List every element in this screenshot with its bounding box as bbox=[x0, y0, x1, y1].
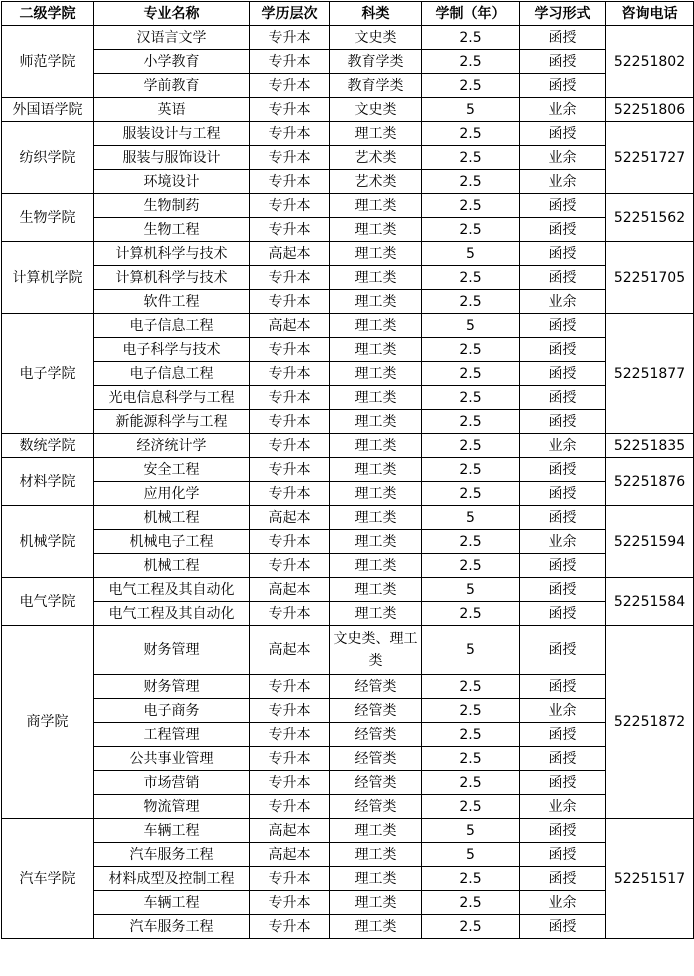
header-study-mode: 学习形式 bbox=[520, 2, 606, 26]
level-cell: 专升本 bbox=[250, 362, 330, 386]
study-mode-cell: 函授 bbox=[520, 122, 606, 146]
level-cell: 专升本 bbox=[250, 915, 330, 939]
study-mode-cell: 函授 bbox=[520, 482, 606, 506]
phone-cell: 52251705 bbox=[606, 242, 694, 314]
college-cell: 电气学院 bbox=[2, 578, 94, 626]
duration-cell: 5 bbox=[422, 843, 520, 867]
duration-cell: 2.5 bbox=[422, 74, 520, 98]
major-cell: 车辆工程 bbox=[94, 819, 250, 843]
category-cell: 理工类 bbox=[330, 434, 422, 458]
duration-cell: 2.5 bbox=[422, 795, 520, 819]
category-cell: 理工类 bbox=[330, 242, 422, 266]
table-row bbox=[2, 434, 694, 458]
college-cell: 数统学院 bbox=[2, 434, 94, 458]
phone-cell: 52251876 bbox=[606, 458, 694, 506]
table-body bbox=[2, 26, 694, 939]
category-cell: 理工类 bbox=[330, 506, 422, 530]
study-mode-cell: 函授 bbox=[520, 819, 606, 843]
level-cell: 专升本 bbox=[250, 338, 330, 362]
major-cell: 车辆工程 bbox=[94, 891, 250, 915]
study-mode-cell: 函授 bbox=[520, 74, 606, 98]
category-cell: 理工类 bbox=[330, 915, 422, 939]
study-mode-cell: 函授 bbox=[520, 771, 606, 795]
phone-cell: 52251584 bbox=[606, 578, 694, 626]
table-row bbox=[2, 915, 694, 939]
college-cell: 材料学院 bbox=[2, 458, 94, 506]
study-mode-cell: 业余 bbox=[520, 530, 606, 554]
table-row bbox=[2, 795, 694, 819]
level-cell: 专升本 bbox=[250, 530, 330, 554]
college-cell: 师范学院 bbox=[2, 26, 94, 98]
duration-cell: 2.5 bbox=[422, 554, 520, 578]
category-cell: 经管类 bbox=[330, 795, 422, 819]
duration-cell: 5 bbox=[422, 242, 520, 266]
category-cell: 经管类 bbox=[330, 699, 422, 723]
category-cell: 文史类 bbox=[330, 98, 422, 122]
study-mode-cell: 函授 bbox=[520, 314, 606, 338]
category-cell: 理工类 bbox=[330, 362, 422, 386]
table-row bbox=[2, 554, 694, 578]
duration-cell: 5 bbox=[422, 506, 520, 530]
study-mode-cell: 业余 bbox=[520, 891, 606, 915]
level-cell: 专升本 bbox=[250, 867, 330, 891]
header-phone: 咨询电话 bbox=[606, 2, 694, 26]
study-mode-cell: 函授 bbox=[520, 194, 606, 218]
table-row bbox=[2, 338, 694, 362]
major-cell: 机械工程 bbox=[94, 506, 250, 530]
category-cell: 理工类 bbox=[330, 578, 422, 602]
table-row bbox=[2, 362, 694, 386]
duration-cell: 2.5 bbox=[422, 747, 520, 771]
major-cell: 电气工程及其自动化 bbox=[94, 602, 250, 626]
level-cell: 专升本 bbox=[250, 410, 330, 434]
study-mode-cell: 函授 bbox=[520, 266, 606, 290]
table-row bbox=[2, 122, 694, 146]
table-row bbox=[2, 482, 694, 506]
study-mode-cell: 函授 bbox=[520, 242, 606, 266]
major-cell: 计算机科学与技术 bbox=[94, 242, 250, 266]
table-row bbox=[2, 314, 694, 338]
level-cell: 专升本 bbox=[250, 723, 330, 747]
table-row bbox=[2, 747, 694, 771]
category-cell: 经管类 bbox=[330, 747, 422, 771]
category-cell: 艺术类 bbox=[330, 146, 422, 170]
table-row bbox=[2, 723, 694, 747]
table-row bbox=[2, 290, 694, 314]
duration-cell: 5 bbox=[422, 314, 520, 338]
major-cell: 新能源科学与工程 bbox=[94, 410, 250, 434]
duration-cell: 5 bbox=[422, 819, 520, 843]
table-row bbox=[2, 602, 694, 626]
table-row bbox=[2, 675, 694, 699]
category-cell: 理工类 bbox=[330, 867, 422, 891]
category-cell: 理工类 bbox=[330, 386, 422, 410]
phone-cell: 52251835 bbox=[606, 434, 694, 458]
category-cell: 理工类 bbox=[330, 843, 422, 867]
study-mode-cell: 函授 bbox=[520, 338, 606, 362]
duration-cell: 5 bbox=[422, 98, 520, 122]
category-cell: 理工类 bbox=[330, 194, 422, 218]
table-row bbox=[2, 50, 694, 74]
college-cell: 商学院 bbox=[2, 626, 94, 819]
level-cell: 专升本 bbox=[250, 194, 330, 218]
study-mode-cell: 业余 bbox=[520, 290, 606, 314]
college-cell: 生物学院 bbox=[2, 194, 94, 242]
phone-cell: 52251806 bbox=[606, 98, 694, 122]
duration-cell: 2.5 bbox=[422, 434, 520, 458]
major-cell: 生物工程 bbox=[94, 218, 250, 242]
study-mode-cell: 函授 bbox=[520, 675, 606, 699]
study-mode-cell: 函授 bbox=[520, 915, 606, 939]
level-cell: 专升本 bbox=[250, 146, 330, 170]
level-cell: 专升本 bbox=[250, 602, 330, 626]
table-row bbox=[2, 578, 694, 602]
category-cell: 理工类 bbox=[330, 290, 422, 314]
study-mode-cell: 函授 bbox=[520, 602, 606, 626]
major-cell: 安全工程 bbox=[94, 458, 250, 482]
duration-cell: 2.5 bbox=[422, 290, 520, 314]
study-mode-cell: 函授 bbox=[520, 843, 606, 867]
level-cell: 高起本 bbox=[250, 242, 330, 266]
study-mode-cell: 函授 bbox=[520, 50, 606, 74]
college-cell: 外国语学院 bbox=[2, 98, 94, 122]
study-mode-cell: 函授 bbox=[520, 867, 606, 891]
major-cell: 汉语言文学 bbox=[94, 26, 250, 50]
level-cell: 高起本 bbox=[250, 314, 330, 338]
major-cell: 机械工程 bbox=[94, 554, 250, 578]
table-row bbox=[2, 98, 694, 122]
duration-cell: 2.5 bbox=[422, 723, 520, 747]
table-row bbox=[2, 26, 694, 50]
phone-cell: 52251517 bbox=[606, 819, 694, 939]
study-mode-cell: 函授 bbox=[520, 458, 606, 482]
study-mode-cell: 函授 bbox=[520, 506, 606, 530]
category-cell: 理工类 bbox=[330, 410, 422, 434]
table-row bbox=[2, 146, 694, 170]
level-cell: 专升本 bbox=[250, 482, 330, 506]
major-cell: 物流管理 bbox=[94, 795, 250, 819]
level-cell: 专升本 bbox=[250, 50, 330, 74]
duration-cell: 2.5 bbox=[422, 458, 520, 482]
major-cell: 光电信息科学与工程 bbox=[94, 386, 250, 410]
major-cell: 小学教育 bbox=[94, 50, 250, 74]
table-row bbox=[2, 699, 694, 723]
header-category: 科类 bbox=[330, 2, 422, 26]
level-cell: 专升本 bbox=[250, 266, 330, 290]
level-cell: 专升本 bbox=[250, 458, 330, 482]
major-cell: 财务管理 bbox=[94, 626, 250, 675]
major-cell: 电子信息工程 bbox=[94, 314, 250, 338]
duration-cell: 2.5 bbox=[422, 675, 520, 699]
phone-cell: 52251872 bbox=[606, 626, 694, 819]
study-mode-cell: 函授 bbox=[520, 723, 606, 747]
major-cell: 应用化学 bbox=[94, 482, 250, 506]
major-cell: 生物制药 bbox=[94, 194, 250, 218]
category-cell: 理工类 bbox=[330, 602, 422, 626]
study-mode-cell: 函授 bbox=[520, 554, 606, 578]
level-cell: 专升本 bbox=[250, 290, 330, 314]
level-cell: 专升本 bbox=[250, 675, 330, 699]
phone-cell: 52251594 bbox=[606, 506, 694, 578]
study-mode-cell: 业余 bbox=[520, 98, 606, 122]
category-cell: 文史类 bbox=[330, 26, 422, 50]
college-cell: 计算机学院 bbox=[2, 242, 94, 314]
duration-cell: 2.5 bbox=[422, 266, 520, 290]
category-cell: 文史类、理工类 bbox=[330, 626, 422, 675]
duration-cell: 2.5 bbox=[422, 867, 520, 891]
category-cell: 理工类 bbox=[330, 338, 422, 362]
level-cell: 专升本 bbox=[250, 434, 330, 458]
table-row bbox=[2, 194, 694, 218]
level-cell: 专升本 bbox=[250, 699, 330, 723]
duration-cell: 2.5 bbox=[422, 26, 520, 50]
major-cell: 财务管理 bbox=[94, 675, 250, 699]
duration-cell: 2.5 bbox=[422, 50, 520, 74]
duration-cell: 5 bbox=[422, 626, 520, 675]
table-row bbox=[2, 867, 694, 891]
major-cell: 工程管理 bbox=[94, 723, 250, 747]
major-cell: 电子商务 bbox=[94, 699, 250, 723]
table-row bbox=[2, 74, 694, 98]
study-mode-cell: 函授 bbox=[520, 26, 606, 50]
category-cell: 经管类 bbox=[330, 771, 422, 795]
study-mode-cell: 业余 bbox=[520, 146, 606, 170]
table-row bbox=[2, 819, 694, 843]
study-mode-cell: 业余 bbox=[520, 699, 606, 723]
category-cell: 教育学类 bbox=[330, 74, 422, 98]
table-row bbox=[2, 218, 694, 242]
college-cell: 纺织学院 bbox=[2, 122, 94, 194]
major-cell: 软件工程 bbox=[94, 290, 250, 314]
college-cell: 汽车学院 bbox=[2, 819, 94, 939]
college-cell: 机械学院 bbox=[2, 506, 94, 578]
major-cell: 学前教育 bbox=[94, 74, 250, 98]
table-row bbox=[2, 242, 694, 266]
phone-cell: 52251562 bbox=[606, 194, 694, 242]
header-duration: 学制（年） bbox=[422, 2, 520, 26]
major-cell: 电子信息工程 bbox=[94, 362, 250, 386]
major-cell: 汽车服务工程 bbox=[94, 915, 250, 939]
study-mode-cell: 函授 bbox=[520, 578, 606, 602]
level-cell: 高起本 bbox=[250, 819, 330, 843]
duration-cell: 2.5 bbox=[422, 699, 520, 723]
duration-cell: 2.5 bbox=[422, 194, 520, 218]
header-major: 专业名称 bbox=[94, 2, 250, 26]
table-row bbox=[2, 843, 694, 867]
study-mode-cell: 函授 bbox=[520, 626, 606, 675]
duration-cell: 2.5 bbox=[422, 338, 520, 362]
category-cell: 理工类 bbox=[330, 266, 422, 290]
header-college: 二级学院 bbox=[2, 2, 94, 26]
category-cell: 理工类 bbox=[330, 530, 422, 554]
category-cell: 理工类 bbox=[330, 554, 422, 578]
college-cell: 电子学院 bbox=[2, 314, 94, 434]
level-cell: 高起本 bbox=[250, 626, 330, 675]
level-cell: 专升本 bbox=[250, 795, 330, 819]
level-cell: 专升本 bbox=[250, 747, 330, 771]
header-row bbox=[2, 2, 694, 26]
phone-cell: 52251877 bbox=[606, 314, 694, 434]
study-mode-cell: 函授 bbox=[520, 218, 606, 242]
header-level: 学历层次 bbox=[250, 2, 330, 26]
category-cell: 理工类 bbox=[330, 891, 422, 915]
major-cell: 服装与服饰设计 bbox=[94, 146, 250, 170]
major-cell: 汽车服务工程 bbox=[94, 843, 250, 867]
duration-cell: 2.5 bbox=[422, 915, 520, 939]
duration-cell: 2.5 bbox=[422, 891, 520, 915]
major-cell: 服装设计与工程 bbox=[94, 122, 250, 146]
duration-cell: 2.5 bbox=[422, 170, 520, 194]
level-cell: 高起本 bbox=[250, 506, 330, 530]
duration-cell: 5 bbox=[422, 578, 520, 602]
level-cell: 高起本 bbox=[250, 843, 330, 867]
study-mode-cell: 函授 bbox=[520, 386, 606, 410]
level-cell: 专升本 bbox=[250, 98, 330, 122]
category-cell: 理工类 bbox=[330, 482, 422, 506]
major-cell: 电气工程及其自动化 bbox=[94, 578, 250, 602]
category-cell: 理工类 bbox=[330, 218, 422, 242]
category-cell: 艺术类 bbox=[330, 170, 422, 194]
major-cell: 经济统计学 bbox=[94, 434, 250, 458]
major-cell: 材料成型及控制工程 bbox=[94, 867, 250, 891]
table-row bbox=[2, 626, 694, 675]
major-cell: 公共事业管理 bbox=[94, 747, 250, 771]
study-mode-cell: 业余 bbox=[520, 170, 606, 194]
duration-cell: 2.5 bbox=[422, 602, 520, 626]
duration-cell: 2.5 bbox=[422, 530, 520, 554]
major-cell: 电子科学与技术 bbox=[94, 338, 250, 362]
table-row bbox=[2, 410, 694, 434]
level-cell: 专升本 bbox=[250, 74, 330, 98]
level-cell: 专升本 bbox=[250, 26, 330, 50]
level-cell: 专升本 bbox=[250, 122, 330, 146]
table-row bbox=[2, 170, 694, 194]
category-cell: 经管类 bbox=[330, 723, 422, 747]
category-cell: 理工类 bbox=[330, 314, 422, 338]
category-cell: 教育学类 bbox=[330, 50, 422, 74]
study-mode-cell: 业余 bbox=[520, 795, 606, 819]
level-cell: 专升本 bbox=[250, 891, 330, 915]
category-cell: 理工类 bbox=[330, 458, 422, 482]
table-row bbox=[2, 530, 694, 554]
duration-cell: 2.5 bbox=[422, 218, 520, 242]
table-row bbox=[2, 458, 694, 482]
study-mode-cell: 业余 bbox=[520, 434, 606, 458]
duration-cell: 2.5 bbox=[422, 410, 520, 434]
major-cell: 计算机科学与技术 bbox=[94, 266, 250, 290]
duration-cell: 2.5 bbox=[422, 482, 520, 506]
level-cell: 专升本 bbox=[250, 554, 330, 578]
phone-cell: 52251802 bbox=[606, 26, 694, 98]
level-cell: 专升本 bbox=[250, 771, 330, 795]
major-cell: 机械电子工程 bbox=[94, 530, 250, 554]
study-mode-cell: 函授 bbox=[520, 362, 606, 386]
major-cell: 环境设计 bbox=[94, 170, 250, 194]
major-cell: 英语 bbox=[94, 98, 250, 122]
category-cell: 经管类 bbox=[330, 675, 422, 699]
table-row bbox=[2, 386, 694, 410]
duration-cell: 2.5 bbox=[422, 146, 520, 170]
duration-cell: 2.5 bbox=[422, 122, 520, 146]
duration-cell: 2.5 bbox=[422, 386, 520, 410]
level-cell: 专升本 bbox=[250, 386, 330, 410]
duration-cell: 2.5 bbox=[422, 771, 520, 795]
table-row bbox=[2, 891, 694, 915]
study-mode-cell: 函授 bbox=[520, 747, 606, 771]
major-cell: 市场营销 bbox=[94, 771, 250, 795]
study-mode-cell: 函授 bbox=[520, 410, 606, 434]
category-cell: 理工类 bbox=[330, 122, 422, 146]
level-cell: 高起本 bbox=[250, 578, 330, 602]
table-row bbox=[2, 771, 694, 795]
table-row bbox=[2, 506, 694, 530]
phone-cell: 52251727 bbox=[606, 122, 694, 194]
duration-cell: 2.5 bbox=[422, 362, 520, 386]
program-table bbox=[1, 1, 694, 939]
category-cell: 理工类 bbox=[330, 819, 422, 843]
level-cell: 专升本 bbox=[250, 218, 330, 242]
table-row bbox=[2, 266, 694, 290]
level-cell: 专升本 bbox=[250, 170, 330, 194]
